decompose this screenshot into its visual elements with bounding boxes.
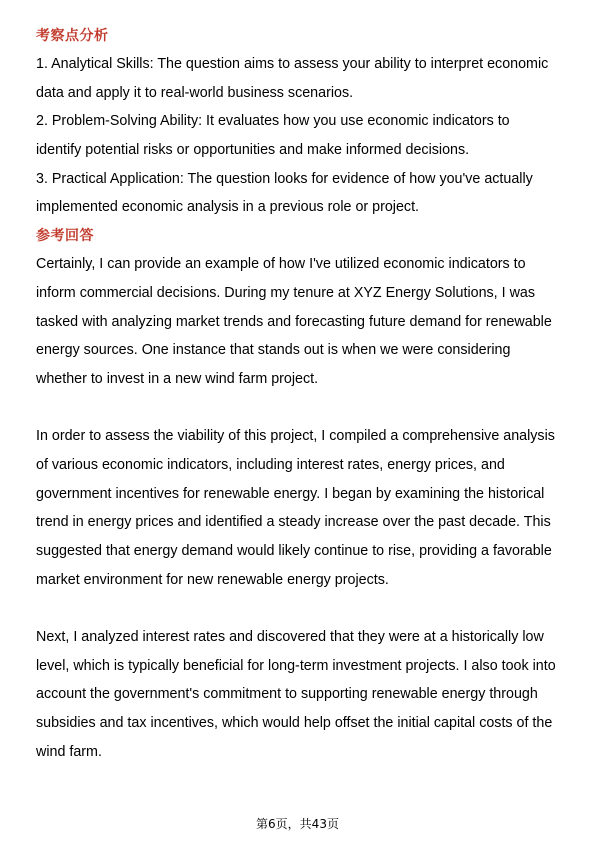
paragraph-line: government incentives for renewable energy. I began by examining the historical	[36, 485, 545, 502]
paragraph-line: of various economic indicators, including interest rates, energy prices, and	[36, 456, 505, 473]
analysis-points	[36, 50, 564, 222]
analysis-line: 2. Problem-Solving Ability: It evaluates how you use economic indicators to	[36, 113, 510, 130]
page-content	[36, 22, 564, 767]
analysis-line: 1. Analytical Skills: The question aims to assess your ability to interpret economic	[36, 56, 549, 72]
answer-paragraph-2	[36, 422, 564, 594]
paragraph-line: account the government's commitment to supporting renewable energy through	[36, 686, 538, 703]
paragraph-spacer	[36, 594, 564, 623]
analysis-heading: 考察点分析	[36, 28, 109, 44]
paragraph-line: Next, I analyzed interest rates and discovered that they were at a historically low	[36, 629, 544, 646]
reference-answer-heading: 参考回答	[36, 228, 94, 245]
paragraph-line: whether to invest in a new wind farm project.	[36, 370, 319, 387]
paragraph-line: wind farm.	[36, 743, 102, 760]
paragraph-line: Certainly, I can provide an example of how I've utilized economic indicators to	[36, 256, 526, 273]
paragraph-line: market environment for new renewable energy projects.	[36, 571, 389, 588]
analysis-line: identify potential risks or opportunities and make informed decisions.	[36, 142, 470, 159]
paragraph-line: trend in energy prices and identified a steady increase over the past decade. This	[36, 514, 551, 531]
paragraph-line: subsidies and tax incentives, which would help offset the initial capital costs of the	[36, 715, 553, 732]
answer-paragraph-3	[36, 623, 564, 766]
paragraph-line: suggested that energy demand would likely continue to rise, providing a favorable	[36, 543, 552, 559]
analysis-line: implemented economic analysis in a previous role or project.	[36, 199, 420, 216]
paragraph-spacer	[36, 394, 564, 423]
page-number: 第6页，共43页	[256, 817, 339, 831]
paragraph-line: level, which is typically beneficial for long-term investment projects. I also took into	[36, 657, 556, 674]
analysis-line: 3. Practical Application: The question looks for evidence of how you've actually	[36, 170, 533, 187]
paragraph-line: In order to assess the viability of this project, I compiled a comprehensive analysis	[36, 428, 555, 445]
answer-paragraph-1	[36, 250, 564, 393]
paragraph-line: tasked with analyzing market trends and forecasting future demand for renewable	[36, 313, 552, 330]
paragraph-line: energy sources. One instance that stands out is when we were considering	[36, 342, 511, 359]
analysis-line: data and apply it to real-world business scenarios.	[36, 84, 354, 101]
paragraph-line: inform commercial decisions. During my tenure at XYZ Energy Solutions, I was	[36, 284, 535, 301]
